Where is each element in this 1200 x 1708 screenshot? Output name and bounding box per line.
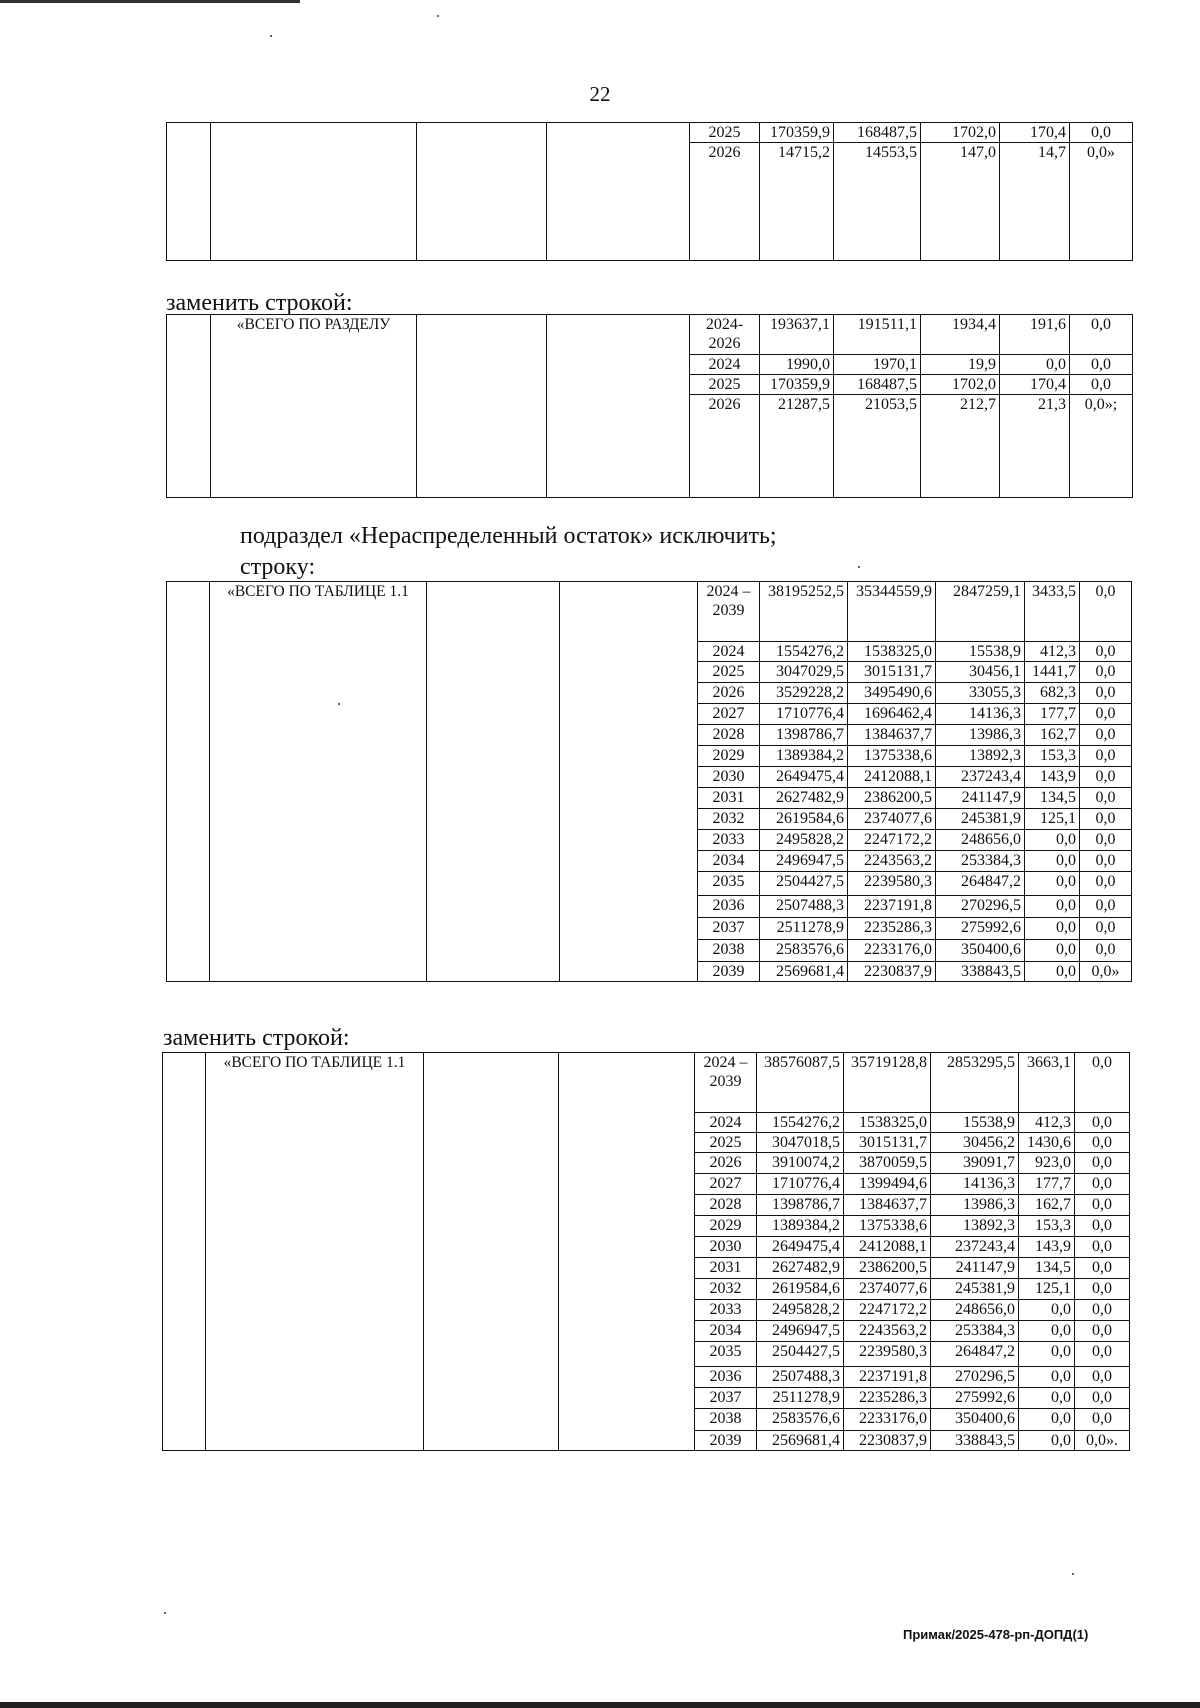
instruction-replace-2: заменить строкой: <box>163 1025 350 1051</box>
other-sources-cell: 0,0 <box>1080 683 1132 704</box>
federal-budget-cell: 3015131,7 <box>844 1133 931 1153</box>
year-cell: 2034 <box>698 851 760 872</box>
scan-speck <box>1072 1573 1074 1575</box>
total-cell: 3910074,2 <box>757 1153 844 1174</box>
table-row <box>167 582 1132 642</box>
year-cell: 2038 <box>698 940 760 962</box>
other-sources-cell: 0,0 <box>1075 1321 1130 1342</box>
other-sources-cell: 0,0»; <box>1070 395 1133 498</box>
year-cell: 2026 <box>690 395 760 498</box>
total-cell: 3529228,2 <box>760 683 848 704</box>
federal-budget-cell: 1375338,6 <box>848 746 936 767</box>
col-name-cell: «ВСЕГО ПО ТАБЛИЦЕ 1.1 <box>210 582 427 982</box>
col-name-cell: «ВСЕГО ПО ТАБЛИЦЕ 1.1 <box>206 1053 424 1451</box>
federal-budget-cell: 3015131,7 <box>848 662 936 683</box>
year-cell: 2025 <box>690 123 760 143</box>
total-cell: 2619584,6 <box>757 1279 844 1300</box>
regional-budget-cell: 270296,5 <box>936 896 1025 918</box>
year-cell: 2025 <box>695 1133 757 1153</box>
local-budget-cell: 153,3 <box>1019 1216 1075 1237</box>
other-sources-cell: 0,0 <box>1075 1300 1130 1321</box>
local-budget-cell: 14,7 <box>1000 143 1070 261</box>
other-sources-cell: 0,0 <box>1070 315 1133 355</box>
local-budget-cell: 153,3 <box>1025 746 1080 767</box>
regional-budget-cell: 1702,0 <box>921 375 1000 395</box>
other-sources-cell: 0,0 <box>1080 642 1132 662</box>
year-cell: 2039 <box>698 962 760 982</box>
year-cell: 2035 <box>695 1342 757 1367</box>
local-budget-cell: 1441,7 <box>1025 662 1080 683</box>
scan-artifact-bottom <box>0 1702 1200 1708</box>
federal-budget-cell: 2235286,3 <box>844 1388 931 1409</box>
total-cell: 2495828,2 <box>757 1300 844 1321</box>
local-budget-cell: 177,7 <box>1025 704 1080 725</box>
total-cell: 1554276,2 <box>757 1113 844 1133</box>
regional-budget-cell: 13986,3 <box>936 725 1025 746</box>
total-cell: 193637,1 <box>760 315 834 355</box>
other-sources-cell: 0,0 <box>1080 704 1132 725</box>
local-budget-cell: 0,0 <box>1000 355 1070 375</box>
total-cell: 1990,0 <box>760 355 834 375</box>
federal-budget-cell: 3870059,5 <box>844 1153 931 1174</box>
year-cell: 2037 <box>698 918 760 940</box>
other-sources-cell: 0,0 <box>1080 746 1132 767</box>
regional-budget-cell: 15538,9 <box>931 1113 1019 1133</box>
regional-budget-cell: 2853295,5 <box>931 1053 1019 1113</box>
table-row <box>167 123 1133 143</box>
federal-budget-cell: 191511,1 <box>834 315 921 355</box>
regional-budget-cell: 248656,0 <box>936 830 1025 851</box>
local-budget-cell: 125,1 <box>1025 809 1080 830</box>
total-cell: 2649475,4 <box>757 1237 844 1258</box>
regional-budget-cell: 14136,3 <box>931 1174 1019 1195</box>
total-cell: 2507488,3 <box>760 896 848 918</box>
other-sources-cell: 0,0 <box>1070 123 1133 143</box>
col-executor-cell <box>427 582 560 982</box>
regional-budget-cell: 14136,3 <box>936 704 1025 725</box>
regional-budget-cell: 350400,6 <box>936 940 1025 962</box>
local-budget-cell: 682,3 <box>1025 683 1080 704</box>
total-cell: 2627482,9 <box>757 1258 844 1279</box>
year-cell: 2029 <box>698 746 760 767</box>
col-name-cell: «ВСЕГО ПО РАЗДЕЛУ <box>211 315 417 498</box>
scan-speck <box>164 1612 166 1614</box>
local-budget-cell: 412,3 <box>1025 642 1080 662</box>
federal-budget-cell: 1375338,6 <box>844 1216 931 1237</box>
regional-budget-cell: 2847259,1 <box>936 582 1025 642</box>
federal-budget-cell: 35344559,9 <box>848 582 936 642</box>
other-sources-cell: 0,0 <box>1080 809 1132 830</box>
col-number-cell <box>167 315 211 498</box>
local-budget-cell: 0,0 <box>1025 851 1080 872</box>
local-budget-cell: 3663,1 <box>1019 1053 1075 1113</box>
instruction-replace: заменить строкой: <box>166 290 353 316</box>
local-budget-cell: 923,0 <box>1019 1153 1075 1174</box>
federal-budget-cell: 2247172,2 <box>844 1300 931 1321</box>
col-executor-cell <box>417 123 547 261</box>
total-cell: 2619584,6 <box>760 809 848 830</box>
local-budget-cell: 0,0 <box>1025 940 1080 962</box>
instruction-row: строку: <box>240 554 316 580</box>
federal-budget-cell: 2237191,8 <box>848 896 936 918</box>
instruction-exclude-subsection: подраздел «Нераспределенный остаток» исключить; <box>240 523 777 549</box>
total-cell: 1554276,2 <box>760 642 848 662</box>
col-number-cell <box>163 1053 206 1451</box>
year-cell: 2031 <box>698 788 760 809</box>
other-sources-cell: 0,0 <box>1080 767 1132 788</box>
regional-budget-cell: 15538,9 <box>936 642 1025 662</box>
total-cell: 1389384,2 <box>760 746 848 767</box>
year-cell: 2025 <box>690 375 760 395</box>
other-sources-cell: 0,0 <box>1070 375 1133 395</box>
total-cell: 2496947,5 <box>760 851 848 872</box>
scan-artifact-top <box>0 0 300 3</box>
col-executor-cell <box>424 1053 559 1451</box>
regional-budget-cell: 245381,9 <box>931 1279 1019 1300</box>
total-cell: 2569681,4 <box>760 962 848 982</box>
local-budget-cell: 125,1 <box>1019 1279 1075 1300</box>
total-cell: 2504427,5 <box>760 872 848 896</box>
local-budget-cell: 0,0 <box>1019 1321 1075 1342</box>
total-cell: 1710776,4 <box>760 704 848 725</box>
year-cell: 2024 <box>695 1113 757 1133</box>
col-number-cell <box>167 582 210 982</box>
local-budget-cell: 412,3 <box>1019 1113 1075 1133</box>
total-cell: 3047029,5 <box>760 662 848 683</box>
federal-budget-cell: 1384637,7 <box>844 1195 931 1216</box>
federal-budget-cell: 2243563,2 <box>844 1321 931 1342</box>
other-sources-cell: 0,0 <box>1075 1113 1130 1133</box>
regional-budget-cell: 147,0 <box>921 143 1000 261</box>
total-cell: 1389384,2 <box>757 1216 844 1237</box>
other-sources-cell: 0,0 <box>1080 918 1132 940</box>
col-number-cell <box>167 123 211 261</box>
other-sources-cell: 0,0» <box>1070 143 1133 261</box>
total-cell: 2569681,4 <box>757 1431 844 1451</box>
other-sources-cell: 0,0 <box>1075 1195 1130 1216</box>
total-cell: 2507488,3 <box>757 1367 844 1388</box>
regional-budget-cell: 350400,6 <box>931 1409 1019 1431</box>
document-footer-code: Примак/2025-478-рп-ДОПД(1) <box>903 1627 1089 1642</box>
total-cell: 38576087,5 <box>757 1053 844 1113</box>
federal-budget-cell: 1538325,0 <box>844 1113 931 1133</box>
local-budget-cell: 3433,5 <box>1025 582 1080 642</box>
regional-budget-cell: 253384,3 <box>936 851 1025 872</box>
regional-budget-cell: 33055,3 <box>936 683 1025 704</box>
year-cell: 2034 <box>695 1321 757 1342</box>
total-cell: 170359,9 <box>760 123 834 143</box>
other-sources-cell: 0,0 <box>1080 582 1132 642</box>
regional-budget-cell: 39091,7 <box>931 1153 1019 1174</box>
col-source-cell <box>547 123 690 261</box>
federal-budget-cell: 2412088,1 <box>844 1237 931 1258</box>
regional-budget-cell: 1702,0 <box>921 123 1000 143</box>
federal-budget-cell: 168487,5 <box>834 375 921 395</box>
regional-budget-cell: 275992,6 <box>931 1388 1019 1409</box>
year-cell: 2033 <box>698 830 760 851</box>
local-budget-cell: 0,0 <box>1019 1388 1075 1409</box>
federal-budget-cell: 2243563,2 <box>848 851 936 872</box>
total-cell: 1398786,7 <box>760 725 848 746</box>
local-budget-cell: 0,0 <box>1025 962 1080 982</box>
year-cell: 2036 <box>698 896 760 918</box>
federal-budget-cell: 2239580,3 <box>848 872 936 896</box>
total-cell: 1398786,7 <box>757 1195 844 1216</box>
local-budget-cell: 143,9 <box>1019 1237 1075 1258</box>
other-sources-cell: 0,0 <box>1075 1409 1130 1431</box>
federal-budget-cell: 2235286,3 <box>848 918 936 940</box>
regional-budget-cell: 270296,5 <box>931 1367 1019 1388</box>
regional-budget-cell: 13986,3 <box>931 1195 1019 1216</box>
federal-budget-cell: 2237191,8 <box>844 1367 931 1388</box>
other-sources-cell: 0,0 <box>1070 355 1133 375</box>
other-sources-cell: 0,0 <box>1080 830 1132 851</box>
local-budget-cell: 0,0 <box>1025 872 1080 896</box>
local-budget-cell: 0,0 <box>1025 896 1080 918</box>
col-source-cell <box>547 315 690 498</box>
federal-budget-cell: 2247172,2 <box>848 830 936 851</box>
regional-budget-cell: 237243,4 <box>931 1237 1019 1258</box>
other-sources-cell: 0,0 <box>1075 1053 1130 1113</box>
table-total-old <box>166 581 1132 982</box>
other-sources-cell: 0,0 <box>1080 851 1132 872</box>
other-sources-cell: 0,0 <box>1080 896 1132 918</box>
year-cell: 2033 <box>695 1300 757 1321</box>
other-sources-cell: 0,0 <box>1080 872 1132 896</box>
col-source-cell <box>560 582 698 982</box>
year-cell: 2024 – 2039 <box>698 582 760 642</box>
total-cell: 2495828,2 <box>760 830 848 851</box>
total-cell: 2511278,9 <box>757 1388 844 1409</box>
year-cell: 2028 <box>695 1195 757 1216</box>
other-sources-cell: 0,0 <box>1075 1153 1130 1174</box>
regional-budget-cell: 245381,9 <box>936 809 1025 830</box>
local-budget-cell: 143,9 <box>1025 767 1080 788</box>
local-budget-cell: 0,0 <box>1019 1431 1075 1451</box>
other-sources-cell: 0,0 <box>1080 788 1132 809</box>
table-section-total <box>166 314 1133 498</box>
year-cell: 2027 <box>698 704 760 725</box>
regional-budget-cell: 248656,0 <box>931 1300 1019 1321</box>
year-cell: 2024 – 2039 <box>695 1053 757 1113</box>
regional-budget-cell: 30456,2 <box>931 1133 1019 1153</box>
regional-budget-cell: 264847,2 <box>931 1342 1019 1367</box>
local-budget-cell: 21,3 <box>1000 395 1070 498</box>
total-cell: 2649475,4 <box>760 767 848 788</box>
table-row <box>163 1053 1130 1113</box>
federal-budget-cell: 2374077,6 <box>844 1279 931 1300</box>
regional-budget-cell: 237243,4 <box>936 767 1025 788</box>
federal-budget-cell: 2230837,9 <box>848 962 936 982</box>
scan-speck <box>437 15 439 17</box>
federal-budget-cell: 1696462,4 <box>848 704 936 725</box>
regional-budget-cell: 264847,2 <box>936 872 1025 896</box>
local-budget-cell: 134,5 <box>1019 1258 1075 1279</box>
other-sources-cell: 0,0 <box>1075 1258 1130 1279</box>
year-cell: 2036 <box>695 1367 757 1388</box>
local-budget-cell: 134,5 <box>1025 788 1080 809</box>
other-sources-cell: 0,0». <box>1075 1431 1130 1451</box>
other-sources-cell: 0,0 <box>1075 1279 1130 1300</box>
other-sources-cell: 0,0 <box>1075 1237 1130 1258</box>
scan-speck <box>858 566 860 568</box>
regional-budget-cell: 30456,1 <box>936 662 1025 683</box>
local-budget-cell: 162,7 <box>1019 1195 1075 1216</box>
other-sources-cell: 0,0 <box>1075 1174 1130 1195</box>
year-cell: 2025 <box>698 662 760 683</box>
regional-budget-cell: 338843,5 <box>931 1431 1019 1451</box>
other-sources-cell: 0,0 <box>1080 940 1132 962</box>
other-sources-cell: 0,0 <box>1075 1388 1130 1409</box>
total-cell: 21287,5 <box>760 395 834 498</box>
year-cell: 2024 <box>698 642 760 662</box>
federal-budget-cell: 3495490,6 <box>848 683 936 704</box>
year-cell: 2035 <box>698 872 760 896</box>
other-sources-cell: 0,0 <box>1075 1133 1130 1153</box>
regional-budget-cell: 1934,4 <box>921 315 1000 355</box>
local-budget-cell: 0,0 <box>1025 918 1080 940</box>
total-cell: 2504427,5 <box>757 1342 844 1367</box>
year-cell: 2029 <box>695 1216 757 1237</box>
year-cell: 2039 <box>695 1431 757 1451</box>
federal-budget-cell: 2233176,0 <box>848 940 936 962</box>
local-budget-cell: 1430,6 <box>1019 1133 1075 1153</box>
regional-budget-cell: 13892,3 <box>931 1216 1019 1237</box>
scan-speck <box>270 35 272 37</box>
federal-budget-cell: 35719128,8 <box>844 1053 931 1113</box>
regional-budget-cell: 275992,6 <box>936 918 1025 940</box>
year-cell: 2028 <box>698 725 760 746</box>
regional-budget-cell: 241147,9 <box>931 1258 1019 1279</box>
federal-budget-cell: 1399494,6 <box>844 1174 931 1195</box>
year-cell: 2032 <box>698 809 760 830</box>
other-sources-cell: 0,0» <box>1080 962 1132 982</box>
federal-budget-cell: 21053,5 <box>834 395 921 498</box>
federal-budget-cell: 1970,1 <box>834 355 921 375</box>
year-cell: 2024-2026 <box>690 315 760 355</box>
federal-budget-cell: 2412088,1 <box>848 767 936 788</box>
year-cell: 2030 <box>695 1237 757 1258</box>
year-cell: 2026 <box>698 683 760 704</box>
local-budget-cell: 162,7 <box>1025 725 1080 746</box>
total-cell: 14715,2 <box>760 143 834 261</box>
regional-budget-cell: 338843,5 <box>936 962 1025 982</box>
local-budget-cell: 191,6 <box>1000 315 1070 355</box>
table-total-new <box>162 1052 1130 1451</box>
total-cell: 2496947,5 <box>757 1321 844 1342</box>
federal-budget-cell: 2233176,0 <box>844 1409 931 1431</box>
total-cell: 3047018,5 <box>757 1133 844 1153</box>
local-budget-cell: 170,4 <box>1000 375 1070 395</box>
col-name-cell <box>211 123 417 261</box>
year-cell: 2027 <box>695 1174 757 1195</box>
local-budget-cell: 177,7 <box>1019 1174 1075 1195</box>
col-source-cell <box>559 1053 695 1451</box>
total-cell: 2627482,9 <box>760 788 848 809</box>
page-number: 22 <box>589 82 611 106</box>
other-sources-cell: 0,0 <box>1080 662 1132 683</box>
federal-budget-cell: 2386200,5 <box>848 788 936 809</box>
local-budget-cell: 0,0 <box>1025 830 1080 851</box>
other-sources-cell: 0,0 <box>1080 725 1132 746</box>
regional-budget-cell: 241147,9 <box>936 788 1025 809</box>
regional-budget-cell: 13892,3 <box>936 746 1025 767</box>
other-sources-cell: 0,0 <box>1075 1216 1130 1237</box>
year-cell: 2031 <box>695 1258 757 1279</box>
federal-budget-cell: 2374077,6 <box>848 809 936 830</box>
table-row <box>167 315 1133 355</box>
other-sources-cell: 0,0 <box>1075 1367 1130 1388</box>
federal-budget-cell: 1384637,7 <box>848 725 936 746</box>
year-cell: 2026 <box>690 143 760 261</box>
local-budget-cell: 0,0 <box>1019 1367 1075 1388</box>
col-executor-cell <box>417 315 547 498</box>
year-cell: 2026 <box>695 1153 757 1174</box>
federal-budget-cell: 2239580,3 <box>844 1342 931 1367</box>
year-cell: 2024 <box>690 355 760 375</box>
total-cell: 38195252,5 <box>760 582 848 642</box>
regional-budget-cell: 253384,3 <box>931 1321 1019 1342</box>
year-cell: 2032 <box>695 1279 757 1300</box>
table-fragment-previous <box>166 122 1133 261</box>
local-budget-cell: 170,4 <box>1000 123 1070 143</box>
federal-budget-cell: 168487,5 <box>834 123 921 143</box>
total-cell: 2583576,6 <box>757 1409 844 1431</box>
total-cell: 170359,9 <box>760 375 834 395</box>
total-cell: 1710776,4 <box>757 1174 844 1195</box>
federal-budget-cell: 1538325,0 <box>848 642 936 662</box>
local-budget-cell: 0,0 <box>1019 1300 1075 1321</box>
year-cell: 2030 <box>698 767 760 788</box>
other-sources-cell: 0,0 <box>1075 1342 1130 1367</box>
federal-budget-cell: 14553,5 <box>834 143 921 261</box>
federal-budget-cell: 2386200,5 <box>844 1258 931 1279</box>
regional-budget-cell: 19,9 <box>921 355 1000 375</box>
regional-budget-cell: 212,7 <box>921 395 1000 498</box>
year-cell: 2038 <box>695 1409 757 1431</box>
year-cell: 2037 <box>695 1388 757 1409</box>
total-cell: 2511278,9 <box>760 918 848 940</box>
federal-budget-cell: 2230837,9 <box>844 1431 931 1451</box>
local-budget-cell: 0,0 <box>1019 1342 1075 1367</box>
local-budget-cell: 0,0 <box>1019 1409 1075 1431</box>
total-cell: 2583576,6 <box>760 940 848 962</box>
